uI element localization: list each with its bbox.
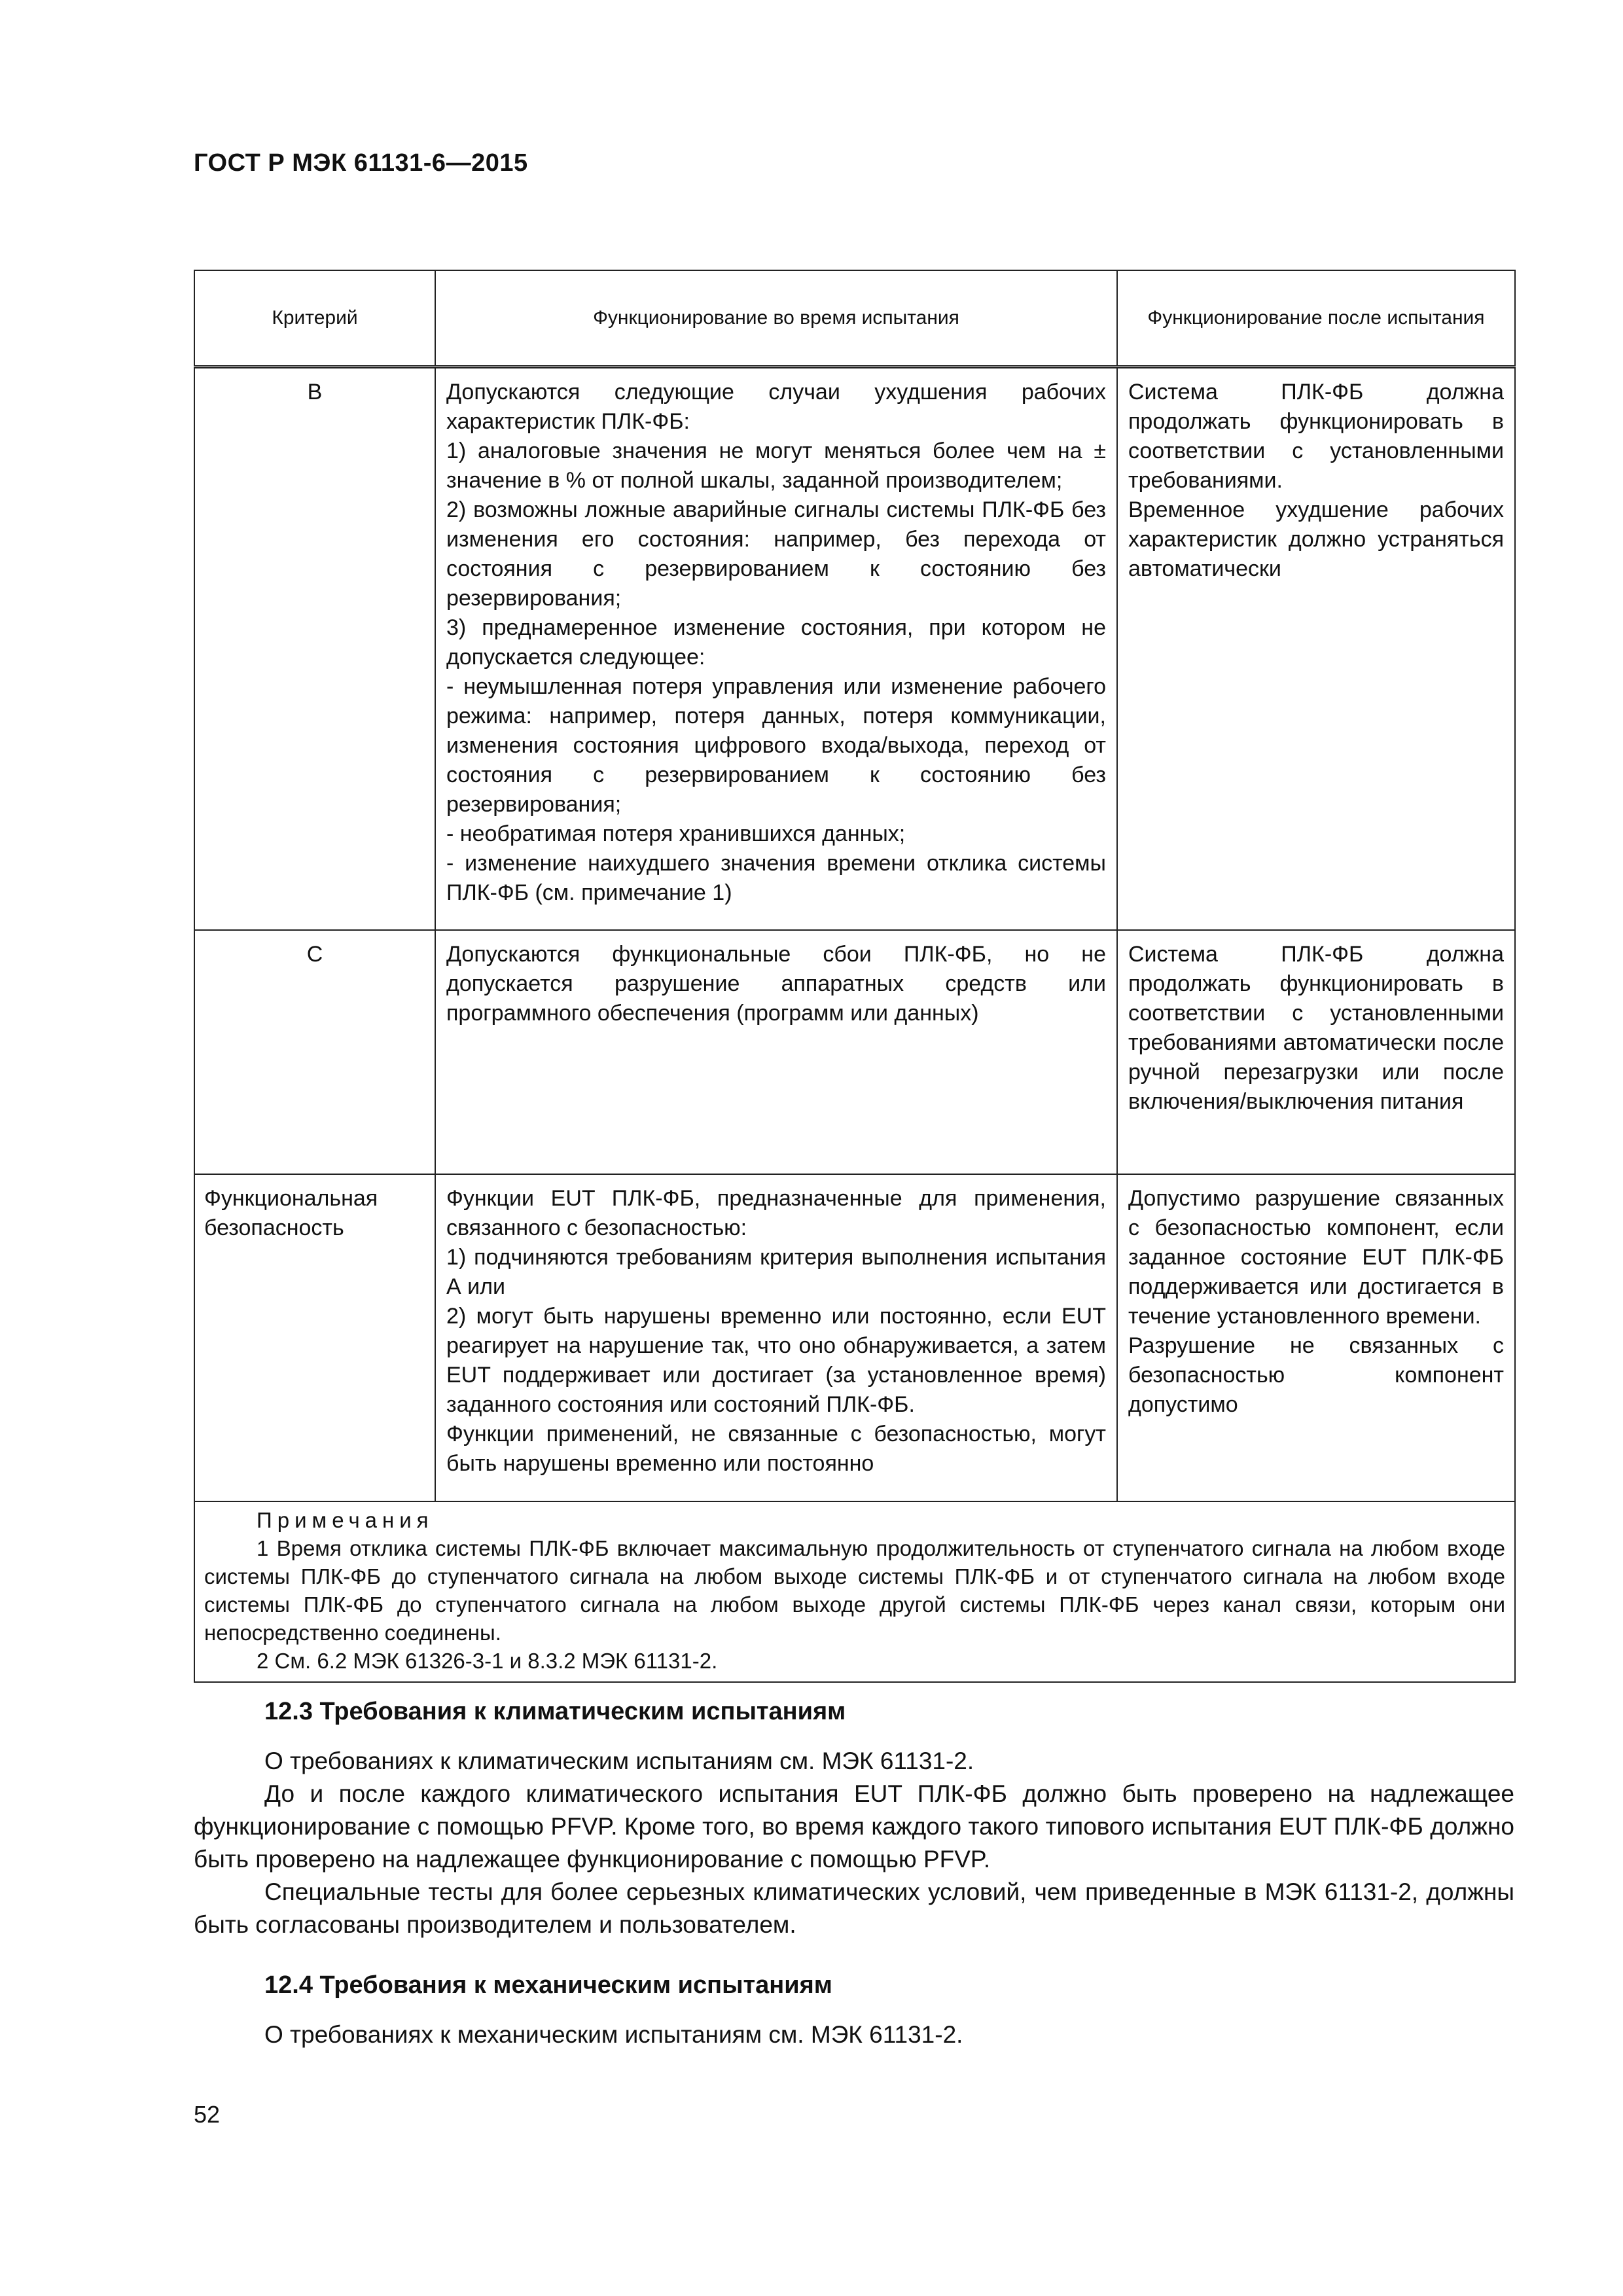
notes-cell [194,1501,1515,1682]
document-code-header: ГОСТ Р МЭК 61131-6—2015 [194,149,528,177]
column-header-during: Функционирование во время испытания [435,270,1117,367]
during-intro: Функции EUT ПЛК-ФБ, предназначенные для применения, связанного с безопасностью: [446,1185,1106,1240]
after-test-cell [1117,1174,1515,1501]
page-number: 52 [194,2101,221,2128]
section-title: 12.3 Требования к климатическим испытаниям [264,1698,846,1725]
after-paragraph: Разрушение не связанных с безопасностью компонент допустимо [1128,1333,1504,1417]
notes-title: Примечания [257,1507,434,1532]
during-test-cell [435,1174,1117,1501]
table-row [194,930,1515,1174]
during-item: - изменение наихудшего значения времени отклика системы ПЛК-ФБ (см. примечание 1) [446,851,1106,905]
section-climatic-tests [194,1695,1514,1941]
after-paragraph: Допустимо разрушение связанных с безопасностью компонент, если заданное состояние EUT ПЛК-ФБ поддерживается или достигается в течение установленного времени. [1128,1185,1504,1329]
during-item: 3) преднамеренное изменение состояния, при котором не допускается следующее: [446,615,1106,670]
column-header-after: Функционирование после испытания [1117,270,1515,367]
during-item: 2) могут быть нарушены временно или постоянно, если EUT реагирует на нарушение так, что оно обнаруживается, а затем EUT поддерживает или достигает (за установленное время) заданного состояния или состояний ПЛК-ФБ. [446,1303,1106,1417]
table-header-row [194,270,1515,367]
after-test-cell [1117,367,1515,930]
section-title: 12.4 Требования к механическим испытаниям [264,1971,832,1999]
after-test-cell [1117,930,1515,1174]
after-paragraph: Система ПЛК-ФБ должна продолжать функционировать в соответствии с установленными требованиями автоматически после ручной перезагрузки или после включения/выключения питания [1128,941,1504,1114]
during-item: 2) возможны ложные аварийные сигналы системы ПЛК-ФБ без изменения его состояния: например, без перехода от состояния с резервированием к состоянию без резервирования; [446,497,1106,611]
notes-row [194,1501,1515,1682]
section-paragraph: О требованиях к климатическим испытаниям см. МЭК 61131-2. [264,1748,974,1774]
table-row [194,1174,1515,1501]
section-paragraph: До и после каждого климатического испытания EUT ПЛК-ФБ должно быть проверено на надлежащее функционирование с помощью PFVP. Кроме того, во время каждого такого типового испытания EUT ПЛК-ФБ должно быть проверено на надлежащее функционирование с помощью PFVP. [194,1780,1514,1873]
column-header-criterion: Критерий [194,270,435,367]
during-item: Функции применений, не связанные с безопасностью, могут быть нарушены временно или постоянно [446,1421,1106,1476]
note-item: 1 Время отклика системы ПЛК-ФБ включает максимальную продолжительность от ступенчатого сигнала на любом входе системы ПЛК-ФБ до ступенчатого сигнала на любом выходе системы ПЛК-ФБ и от ступенчатого сигнала на любом входе системы ПЛК-ФБ до ступенчатого сигнала на любом выходе другой системы ПЛК-ФБ через канал связи, которым они непосредственно соединены. [204,1535,1505,1645]
during-test-cell [435,367,1117,930]
section-paragraph: Специальные тесты для более серьезных климатических условий, чем приведенные в МЭК 61131-2, должны быть согласованы производителем и пользователем. [194,1878,1514,1938]
after-paragraph: Система ПЛК-ФБ должна продолжать функционировать в соответствии с установленными требованиями. [1128,380,1504,493]
section-mechanical-tests [194,1969,1514,2051]
criterion-cell: Функциональная безопасность [194,1174,435,1501]
table-row [194,367,1515,930]
during-test-cell [435,930,1117,1174]
during-intro: Допускаются функциональные сбои ПЛК-ФБ, но не допускается разрушение аппаратных средств или программного обеспечения (программ или данных) [446,941,1106,1026]
after-paragraph: Временное ухудшение рабочих характеристик должно устраняться автоматически [1128,497,1504,581]
during-intro: Допускаются следующие случаи ухудшения рабочих характеристик ПЛК-ФБ: [446,380,1106,434]
during-item: 1) подчиняются требованиям критерия выполнения испытания А или [446,1244,1106,1299]
criterion-cell: С [194,930,435,1174]
during-item: - неумышленная потеря управления или изменение рабочего режима: например, потеря данных, потеря коммуникации, изменения состояния цифрового входа/выхода, переход от состояния с резервированием к состоянию без резервирования; [446,674,1106,817]
during-item: 1) аналоговые значения не могут меняться более чем на ± значение в % от полной шкалы, заданной производителем; [446,439,1106,493]
section-paragraph: О требованиях к механическим испытаниям см. МЭК 61131-2. [264,2021,963,2048]
criterion-cell: В [194,367,435,930]
criteria-table [194,270,1516,1683]
note-item: 2 См. 6.2 МЭК 61326-3-1 и 8.3.2 МЭК 61131-2. [257,1648,718,1673]
during-item: - необратимая потеря хранившихся данных; [446,821,906,846]
